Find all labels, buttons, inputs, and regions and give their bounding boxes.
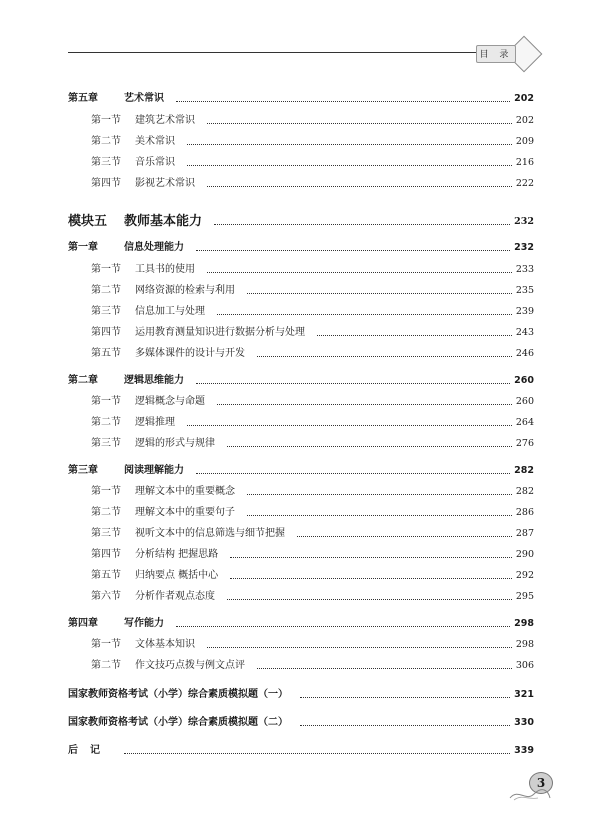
dot-leader — [297, 536, 512, 537]
page-ref: 298 — [514, 618, 534, 629]
toc-entry-section — [91, 411, 534, 429]
page-ref: 292 — [515, 570, 534, 581]
toc-entry-section — [91, 109, 534, 127]
dot-leader — [247, 494, 512, 495]
exam-title: 国家教师资格考试（小学）综合素质模拟题（一） — [68, 689, 288, 700]
section-title: 影视艺术常识 — [135, 178, 195, 189]
section-number: 第五节 — [91, 348, 121, 359]
page-ref: 243 — [515, 327, 534, 338]
section-title: 理解文本中的重要句子 — [135, 507, 235, 518]
section-title: 运用教育测量知识进行数据分析与处理 — [135, 327, 305, 338]
toc-entry-section — [91, 564, 534, 582]
page-ref: 330 — [514, 717, 534, 728]
section-number: 第一节 — [91, 264, 121, 275]
toc-entry-chapter — [68, 87, 534, 105]
page-ref: 282 — [514, 465, 534, 476]
dot-leader — [247, 293, 512, 294]
section-title: 文体基本知识 — [135, 639, 195, 650]
dot-leader — [196, 473, 510, 474]
dot-leader — [207, 272, 512, 273]
chapter-title: 阅读理解能力 — [124, 465, 184, 476]
page-ref: 339 — [514, 745, 534, 756]
section-number: 第二节 — [91, 136, 121, 147]
dot-leader — [187, 425, 512, 426]
header-tab — [476, 45, 516, 63]
toc-entry-exam — [68, 683, 534, 701]
section-title: 逻辑推理 — [135, 417, 175, 428]
dot-leader — [124, 753, 510, 754]
dot-leader — [176, 626, 510, 627]
page-ref: 282 — [515, 486, 534, 497]
page-ref: 239 — [515, 306, 534, 317]
section-number: 第三节 — [91, 528, 121, 539]
section-title: 信息加工与处理 — [135, 306, 205, 317]
dot-leader — [207, 647, 512, 648]
section-number: 第四节 — [91, 327, 121, 338]
dot-leader — [300, 725, 510, 726]
page-ref: 216 — [515, 157, 534, 168]
dot-leader — [214, 224, 510, 225]
toc-entry-section — [91, 342, 534, 360]
dot-leader — [196, 250, 510, 251]
chapter-number: 第五章 — [68, 93, 98, 104]
dot-leader — [227, 446, 512, 447]
toc-entry-section — [91, 480, 534, 498]
section-title: 音乐常识 — [135, 157, 175, 168]
toc-entry-section — [91, 279, 534, 297]
page-ref: 209 — [515, 136, 534, 147]
page-number: 3 — [536, 776, 546, 790]
section-number: 第三节 — [91, 438, 121, 449]
section-title: 多媒体课件的设计与开发 — [135, 348, 245, 359]
dot-leader — [207, 123, 512, 124]
page-ref: 286 — [515, 507, 534, 518]
dot-leader — [227, 599, 512, 600]
page-ref: 295 — [515, 591, 534, 602]
toc-entry-section — [91, 432, 534, 450]
section-title: 理解文本中的重要概念 — [135, 486, 235, 497]
section-title: 工具书的使用 — [135, 264, 195, 275]
page-ref: 306 — [515, 660, 534, 671]
page-ref: 298 — [515, 639, 534, 650]
toc-entry-section — [91, 501, 534, 519]
dot-leader — [300, 697, 510, 698]
module-number: 模块五 — [68, 214, 108, 229]
section-title: 逻辑概念与命题 — [135, 396, 205, 407]
dot-leader — [176, 101, 510, 102]
toc-entry-section — [91, 522, 534, 540]
chapter-title: 信息处理能力 — [124, 242, 184, 253]
dot-leader — [207, 186, 512, 187]
houji-title: 后记 — [68, 745, 112, 756]
chapter-title: 艺术常识 — [124, 93, 164, 104]
toc-entry-chapter — [68, 612, 534, 630]
toc-entry-section — [91, 543, 534, 561]
page-ref: 321 — [514, 689, 534, 700]
chapter-number: 第二章 — [68, 375, 98, 386]
page-ref: 222 — [515, 178, 534, 189]
dot-leader — [317, 335, 512, 336]
decorative-swirl-icon — [508, 786, 552, 802]
page-ref: 233 — [515, 264, 534, 275]
section-number: 第一节 — [91, 115, 121, 126]
dot-leader — [217, 404, 512, 405]
chapter-number: 第四章 — [68, 618, 98, 629]
toc-entry-chapter — [68, 236, 534, 254]
section-number: 第四节 — [91, 549, 121, 560]
toc-entry-section — [91, 633, 534, 651]
dot-leader — [217, 314, 512, 315]
chapter-title: 逻辑思维能力 — [124, 375, 184, 386]
toc-entry-section — [91, 151, 534, 169]
toc-entry-section — [91, 300, 534, 318]
section-title: 分析结构 把握思路 — [135, 549, 219, 560]
toc-entry-houji — [68, 739, 534, 757]
section-number: 第四节 — [91, 178, 121, 189]
page-ref: 260 — [515, 396, 534, 407]
section-number: 第六节 — [91, 591, 121, 602]
chapter-number: 第一章 — [68, 242, 98, 253]
dot-leader — [247, 515, 512, 516]
dot-leader — [257, 668, 512, 669]
section-title: 作文技巧点拨与例文点评 — [135, 660, 245, 671]
toc-entry-section — [91, 130, 534, 148]
section-number: 第二节 — [91, 660, 121, 671]
toc-entry-section — [91, 172, 534, 190]
section-title: 分析作者观点态度 — [135, 591, 215, 602]
dot-leader — [187, 165, 512, 166]
toc-entry-section — [91, 258, 534, 276]
chapter-title: 写作能力 — [124, 618, 164, 629]
toc-entry-chapter — [68, 369, 534, 387]
page-ref: 260 — [514, 375, 534, 386]
page-ref: 264 — [515, 417, 534, 428]
page-ref: 287 — [515, 528, 534, 539]
page-ref: 202 — [514, 93, 534, 104]
section-title: 网络资源的检索与利用 — [135, 285, 235, 296]
chapter-number: 第三章 — [68, 465, 98, 476]
section-number: 第五节 — [91, 570, 121, 581]
page-ref: 232 — [514, 216, 534, 227]
dot-leader — [196, 383, 510, 384]
module-title: 教师基本能力 — [124, 214, 203, 229]
page-ref: 276 — [515, 438, 534, 449]
section-number: 第一节 — [91, 639, 121, 650]
section-number: 第二节 — [91, 285, 121, 296]
section-number: 第二节 — [91, 507, 121, 518]
section-number: 第二节 — [91, 417, 121, 428]
page-ref: 232 — [514, 242, 534, 253]
dot-leader — [257, 356, 512, 357]
page-ref: 202 — [515, 115, 534, 126]
header-tab-label: 目 录 — [479, 50, 513, 60]
section-title: 美术常识 — [135, 136, 175, 147]
page-ref: 290 — [515, 549, 534, 560]
exam-title: 国家教师资格考试（小学）综合素质模拟题（二） — [68, 717, 288, 728]
toc-entry-chapter — [68, 459, 534, 477]
toc-entry-section — [91, 390, 534, 408]
section-title: 归纳要点 概括中心 — [135, 570, 219, 581]
section-number: 第一节 — [91, 486, 121, 497]
toc-entry-module — [68, 208, 534, 228]
page-ref: 246 — [515, 348, 534, 359]
section-number: 第一节 — [91, 396, 121, 407]
toc-entry-exam — [68, 711, 534, 729]
page-ref: 235 — [515, 285, 534, 296]
section-title: 建筑艺术常识 — [135, 115, 195, 126]
toc-entry-section — [91, 321, 534, 339]
dot-leader — [230, 557, 512, 558]
section-title: 逻辑的形式与规律 — [135, 438, 215, 449]
section-number: 第三节 — [91, 157, 121, 168]
toc-entry-section — [91, 654, 534, 672]
dot-leader — [187, 144, 512, 145]
section-title: 视听文本中的信息筛选与细节把握 — [135, 528, 285, 539]
header-rule — [68, 52, 478, 53]
section-number: 第三节 — [91, 306, 121, 317]
toc-entry-section — [91, 585, 534, 603]
dot-leader — [230, 578, 512, 579]
